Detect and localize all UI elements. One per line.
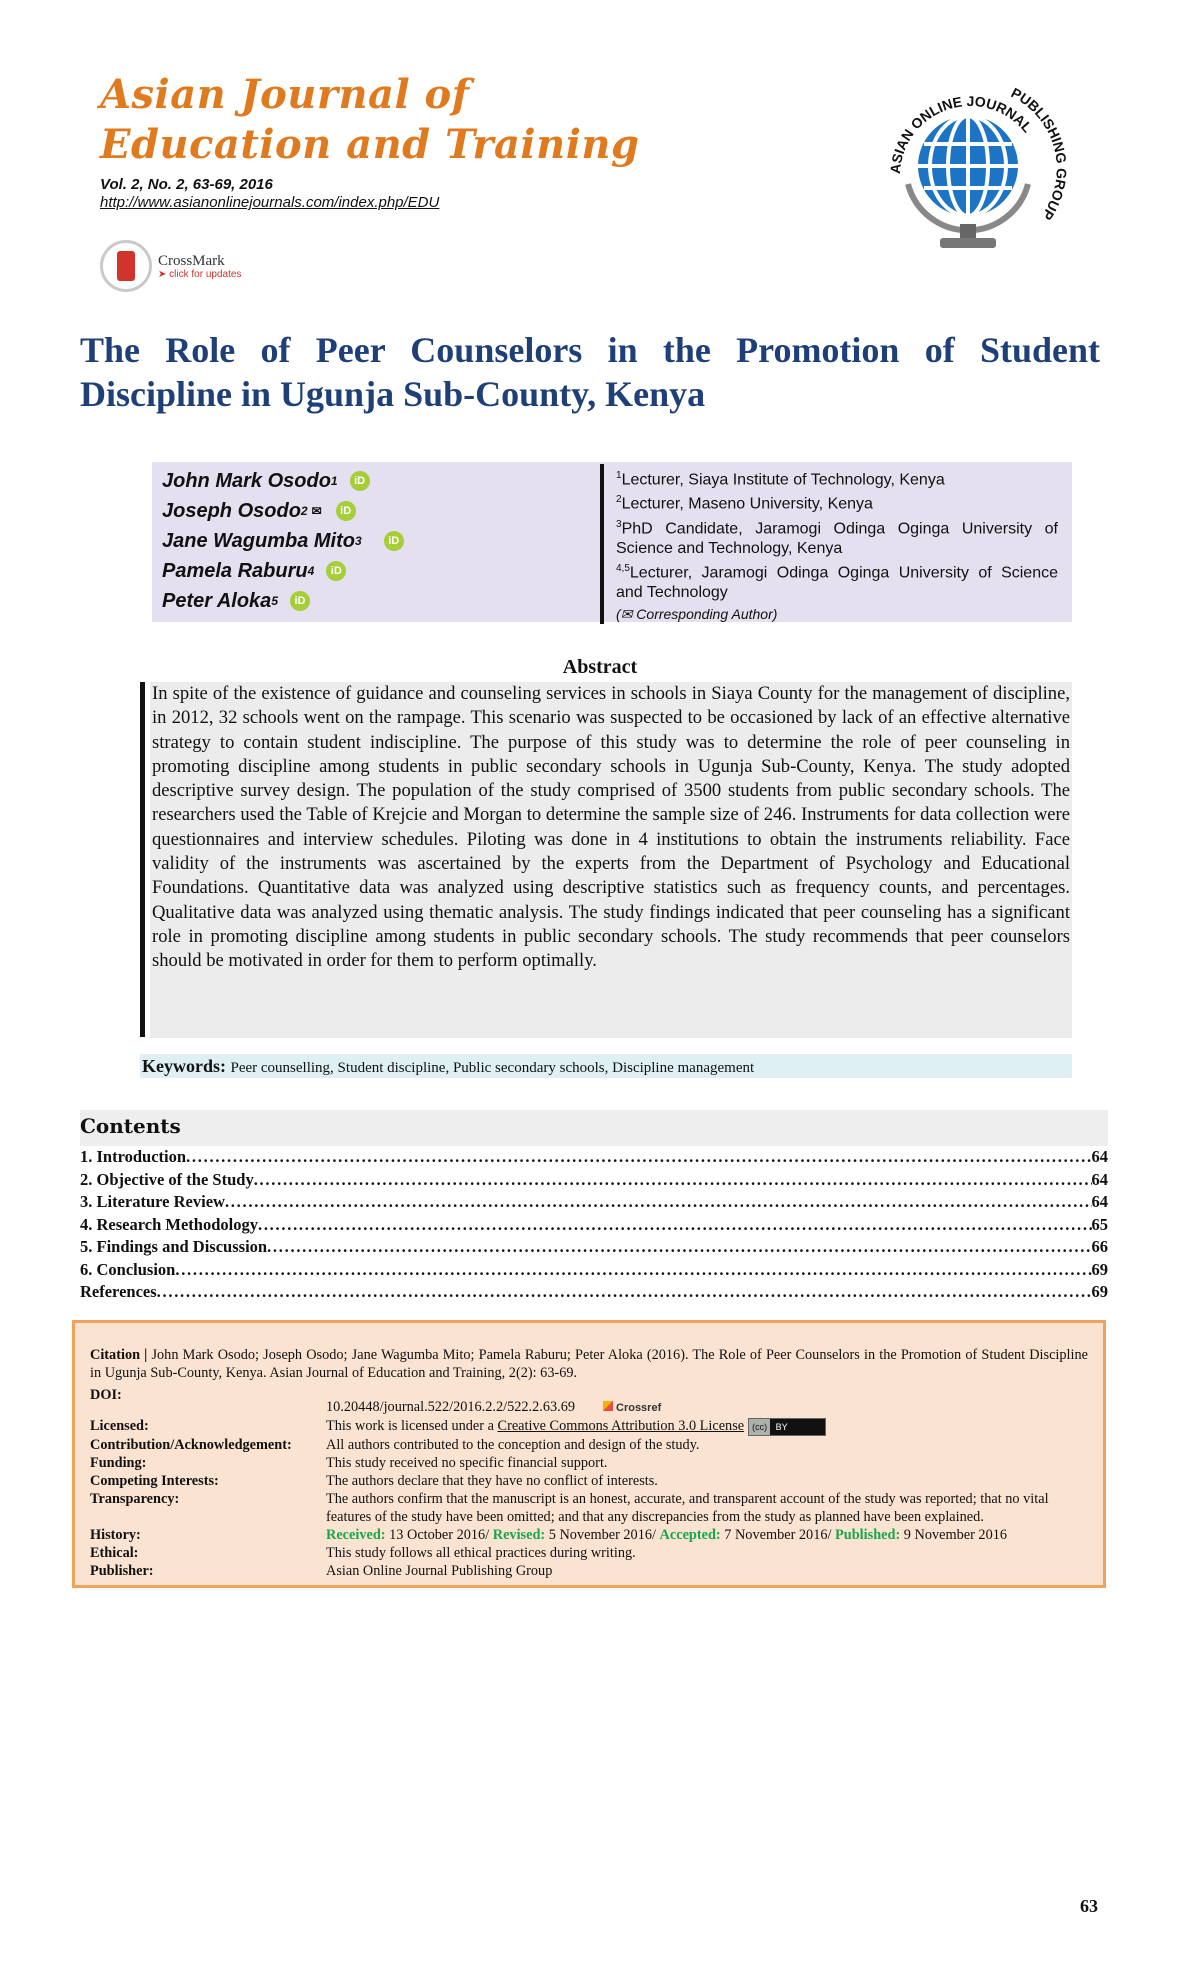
envelope-icon: ✉ (311, 504, 322, 518)
page-number: 63 (1080, 1896, 1098, 1916)
meta-publisher: Publisher: Asian Online Journal Publishing Group (90, 1562, 553, 1579)
orcid-icon[interactable]: iD (336, 501, 356, 521)
orcid-icon[interactable]: iD (350, 471, 370, 491)
meta-funding: Funding: This study received no specific financial support. (90, 1454, 608, 1471)
affiliation-list (616, 466, 1058, 603)
meta-doi: DOI: 10.20448/journal.522/2016.2.2/522.2.63.69 Crossref (90, 1387, 662, 1415)
crossref-logo: Crossref (603, 1399, 661, 1417)
abstract-text: In spite of the existence of guidance and counseling services in schools in Siaya County for the management of discipline, in 2012, 32 schools went on the rampage. This scenario was suspected to be occasioned by lack of an effective alternative strategy to contain student indiscipline. The purpose of this study was to determine the role of peer counseling in promoting discipline among students in public secondary schools in Ugunja Sub-County, Kenya. The study adopted descriptive survey design. The population of the study comprised of 3500 students from public secondary schools. The researchers used the Table of Krejcie and Morgan to determine the sample size of 246. Instruments for data collection were questionnaires and interview schedules. Piloting was done in 4 institutions to obtain the instruments reliability. Face validity of the instruments was ascertained by the experts from the Department of Psychology and Educational Foundations. Quantitative data was analyzed using descriptive statistics such as frequency counts, and percentages. Qualitative data was analyzed using thematic analysis. The study findings indicated that peer counseling has a significant role in promoting discipline among students in public secondary schools. The study recommends that peer counselors should be motivated in order for them to perform optimally. (150, 682, 1072, 1038)
keywords-value: Peer counselling, Student discipline, Public secondary schools, Discipline management (230, 1060, 755, 1076)
affiliation: $^1$Lecturer, Siaya Institute of Technology, Kenya (616, 470, 945, 489)
logo-text-top: ASIAN ONLINE JOURNAL (886, 92, 1036, 175)
crossmark-label: CrossMark (158, 252, 225, 269)
abstract-side-bar (140, 682, 145, 1037)
affiliation: $^{4,5}$Lecturer, Jaramogi Odinga Oginga University of Science and Technology (616, 562, 1058, 602)
author: John Mark Osodo 1 iD (162, 466, 404, 496)
journal-url-link[interactable]: http://www.asianonlinejournals.com/index.php/EDU (100, 194, 440, 211)
paper-title: The Role of Peer Counselors in the Promotion of Student Discipline in Ugunja Sub-County, Kenya (80, 330, 1100, 414)
author: Pamela Raburu 4 iD (162, 556, 404, 586)
toc-item[interactable]: 4. Research Methodology . . . 65 (80, 1214, 1108, 1237)
keywords-label: Keywords: (142, 1056, 226, 1076)
journal-title-line2: Education and Training (100, 121, 640, 168)
meta-ethical: Ethical: This study follows all ethical practices during writing. (90, 1544, 636, 1561)
table-of-contents (80, 1146, 1108, 1304)
orcid-icon[interactable]: iD (384, 531, 404, 551)
meta-history: History: Received: 13 October 2016/ Revised: 5 November 2016/ Accepted: 7 November 2016/ Published: 9 November 2016 (90, 1526, 1008, 1543)
contents-heading: Contents (80, 1114, 181, 1138)
envelope-icon: ✉ (620, 606, 633, 622)
affiliation: $^2$Lecturer, Maseno University, Kenya (616, 494, 873, 513)
citation-text: John Mark Osodo; Joseph Osodo; Jane Wagumba Mito; Pamela Raburu; Peter Aloka (2016). The Role of Peer Counselors in the Promotion of Student Discipline in Ugunja Sub-County, Kenya. Asian Journal of Education and Training, 2(2): 63-69. (90, 1347, 1088, 1381)
toc-item[interactable]: 5. Findings and Discussion . . . 66 (80, 1236, 1108, 1259)
citation (90, 1346, 1088, 1382)
affiliation-divider (600, 464, 604, 624)
journal-volume: Vol. 2, No. 2, 63-69, 2016 (100, 176, 273, 193)
license-link[interactable]: Creative Commons Attribution 3.0 License (497, 1418, 745, 1434)
article-metadata (90, 1386, 1088, 1580)
affiliation: $^3$PhD Candidate, Jaramogi Odinga Oginga University of Science and Technology, Kenya (616, 518, 1058, 557)
toc-item[interactable]: 3. Literature Review . . . 64 (80, 1191, 1108, 1214)
toc-item[interactable]: 6. Conclusion . . . 69 (80, 1259, 1108, 1282)
crossmark-icon (100, 240, 152, 292)
publisher-globe-logo (860, 66, 1080, 256)
abstract-heading: Abstract (562, 656, 638, 678)
journal-title (100, 70, 639, 170)
author-list (162, 466, 404, 616)
doi-value[interactable]: 10.20448/journal.522/2016.2.2/522.2.63.69 (326, 1399, 575, 1415)
crossmark-badge[interactable]: CrossMark ➤ click for updates (100, 240, 241, 292)
orcid-icon[interactable]: iD (326, 561, 346, 581)
corresponding-author-note: (✉ Corresponding Author) (616, 606, 778, 622)
meta-competing: Competing Interests: The authors declare that they have no conflict of interests. (90, 1472, 658, 1489)
crossmark-sub: click for updates (169, 268, 242, 280)
cc-by-badge-icon: (cc) BY (748, 1418, 826, 1436)
meta-contribution: Contribution/Acknowledgement: All authors contributed to the conception and design of the study. (90, 1436, 700, 1453)
author: Jane Wagumba Mito 3 iD (162, 526, 404, 556)
keywords-bar (140, 1054, 1072, 1078)
toc-item[interactable]: References . . . 69 (80, 1281, 1108, 1304)
citation-label: Citation | (90, 1347, 148, 1363)
toc-item[interactable]: 1. Introduction . . . 64 (80, 1146, 1108, 1169)
toc-item[interactable]: 2. Objective of the Study . . . 64 (80, 1169, 1108, 1192)
author: Peter Aloka 5 iD (162, 586, 404, 616)
contents-header-bg (80, 1110, 1108, 1146)
meta-transparency: Transparency: The authors confirm that the manuscript is an honest, accurate, and transparent account of the study was reported; that no vital features of the study have been omitted; and that any discrepancies from the study as planned have been explained. (90, 1490, 1049, 1525)
logo-text-right: PUBLISHING GROUP (1008, 84, 1070, 224)
author: Joseph Osodo 2 ✉ iD (162, 496, 404, 526)
journal-title-line1: Asian Journal of (100, 71, 470, 118)
orcid-icon[interactable]: iD (290, 591, 310, 611)
meta-licensed: Licensed: This work is licensed under a Creative Commons Attribution 3.0 License (cc) BY (90, 1417, 1088, 1436)
